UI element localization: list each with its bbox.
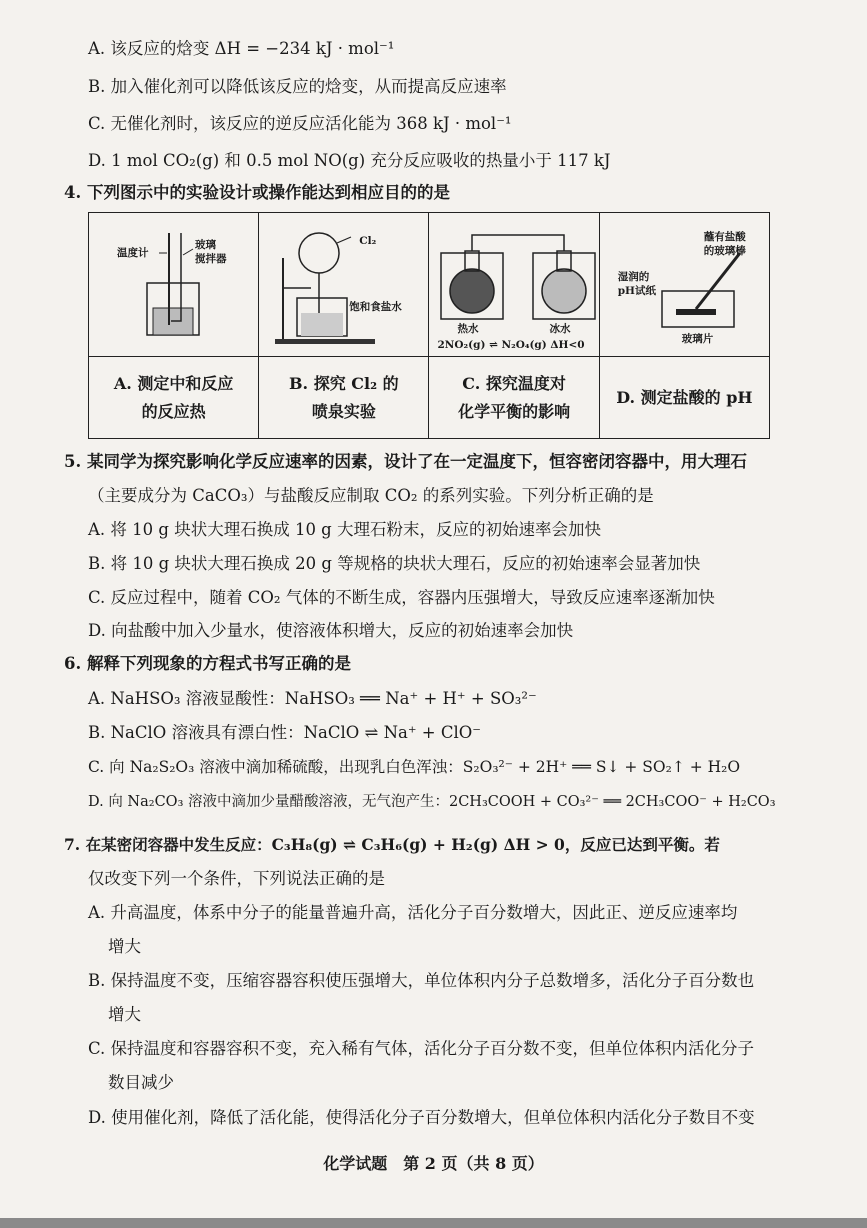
caption-c: C. 探究温度对 化学平衡的影响 <box>429 357 599 439</box>
label-ice-water: 冰水 <box>549 323 571 335</box>
label-saturated-brine: 饱和食盐水 <box>349 301 402 313</box>
fig-b-cell <box>259 213 429 357</box>
q7-option-c-line1: C. 保持温度和容器容积不变，充入稀有气体，活化分子百分数不变，但单位体积内活化分子 <box>88 1039 755 1058</box>
q6-option-c: C. 向 Na₂S₂O₃ 溶液中滴加稀硫酸，出现乳白色浑浊：S₂O₃²⁻ + 2H⁺ ══ S↓ + SO₂↑ + H₂O <box>88 758 741 776</box>
fig-c-cell <box>429 213 599 357</box>
q5-stem-line1: 5. 某同学为探究影响化学反应速率的因素，设计了在一定温度下，恒容密闭容器中，用大理石 <box>64 452 747 471</box>
label-paper-1: 湿润的 <box>617 271 650 283</box>
q4-stem: 4. 下列图示中的实验设计或操作能达到相应目的的是 <box>64 183 450 202</box>
fountain-figure <box>259 213 427 353</box>
q7-option-b-line1: B. 保持温度不变，压缩容器容积使压强增大，单位体积内分子总数增多，活化分子百分数也 <box>88 971 755 990</box>
q6-stem: 6. 解释下列现象的方程式书写正确的是 <box>64 654 351 673</box>
q3-option-a: A. 该反应的焓变 ΔH = −234 kJ · mol⁻¹ <box>88 39 395 58</box>
q5-option-b: B. 将 10 g 块状大理石换成 20 g 等规格的块状大理石，反应的初始速率会显著加快 <box>88 554 701 573</box>
q7-stem-line1: 7. 在某密闭容器中发生反应：C₃H₈(g) ⇌ C₃H₆(g) + H₂(g) ΔH > 0，反应已达到平衡。若 <box>64 835 720 854</box>
label-rod-1: 蘸有盐酸 <box>703 231 746 243</box>
page-footer: 化学试题 第 2 页（共 8 页） <box>323 1154 544 1173</box>
q7-option-a-line1: A. 升高温度，体系中分子的能量普遍升高，活化分子百分数增大，因此正、逆反应速率均 <box>88 903 738 922</box>
fig-a-cell <box>89 213 259 357</box>
page-bottom-edge <box>0 1218 867 1228</box>
q7-option-c-line2: 数目减少 <box>108 1073 174 1092</box>
q6-option-a: A. NaHSO₃ 溶液显酸性：NaHSO₃ ══ Na⁺ + H⁺ + SO₃²⁻ <box>88 689 537 708</box>
q5-option-c: C. 反应过程中，随着 CO₂ 气体的不断生成，容器内压强增大，导致反应速率逐渐加快 <box>88 588 715 607</box>
q3-option-c: C. 无催化剂时，该反应的逆反应活化能为 368 kJ · mol⁻¹ <box>88 114 512 133</box>
label-paper-2: pH试纸 <box>617 285 656 297</box>
q5-stem-line2: （主要成分为 CaCO₃）与盐酸反应制取 CO₂ 的系列实验。下列分析正确的是 <box>88 486 654 505</box>
label-thermometer: 温度计 <box>117 247 149 259</box>
q4-figure-table <box>88 212 770 439</box>
q5-option-a: A. 将 10 g 块状大理石换成 10 g 大理石粉末，反应的初始速率会加快 <box>88 520 601 539</box>
q7-stem-line2: 仅改变下列一个条件，下列说法正确的是 <box>88 869 385 888</box>
label-stirrer-1: 玻璃 <box>195 239 216 251</box>
caption-b: B. 探究 Cl₂ 的 喷泉实验 <box>259 357 429 439</box>
label-rod-2: 的玻璃棒 <box>703 245 746 257</box>
q6-option-b: B. NaClO 溶液具有漂白性：NaClO ⇌ Na⁺ + ClO⁻ <box>88 723 482 742</box>
q7-option-b-line2: 增大 <box>108 1005 141 1024</box>
q3-option-d: D. 1 mol CO₂(g) 和 0.5 mol NO(g) 充分反应吸收的热量小于 117 kJ <box>88 151 611 170</box>
label-cl2: Cl₂ <box>359 235 377 247</box>
q5-option-d: D. 向盐酸中加入少量水，使溶液体积增大，反应的初始速率会加快 <box>88 621 574 640</box>
label-equilibrium-equation: 2NO₂(g) ⇌ N₂O₄(g) ΔH<0 <box>437 339 585 351</box>
q3-option-b: B. 加入催化剂可以降低该反应的焓变，从而提高反应速率 <box>88 77 507 96</box>
label-glass-plate: 玻璃片 <box>681 333 714 345</box>
q7-option-d: D. 使用催化剂，降低了活化能，使得活化分子百分数增大，但单位体积内活化分子数目不变 <box>88 1108 755 1127</box>
caption-d: D. 测定盐酸的 pH <box>599 357 769 439</box>
q7-option-a-line2: 增大 <box>108 937 141 956</box>
equilibrium-figure <box>429 213 597 353</box>
fig-d-cell <box>599 213 769 357</box>
label-stirrer-2: 搅拌器 <box>195 253 227 265</box>
label-hot-water: 热水 <box>457 323 479 335</box>
caption-a: A. 测定中和反应 的反应热 <box>89 357 259 439</box>
q6-option-d: D. 向 Na₂CO₃ 溶液中滴加少量醋酸溶液，无气泡产生：2CH₃COOH + CO₃²⁻ ══ 2CH₃COO⁻ + H₂CO₃ <box>88 794 776 810</box>
calorimeter-figure <box>89 213 257 353</box>
